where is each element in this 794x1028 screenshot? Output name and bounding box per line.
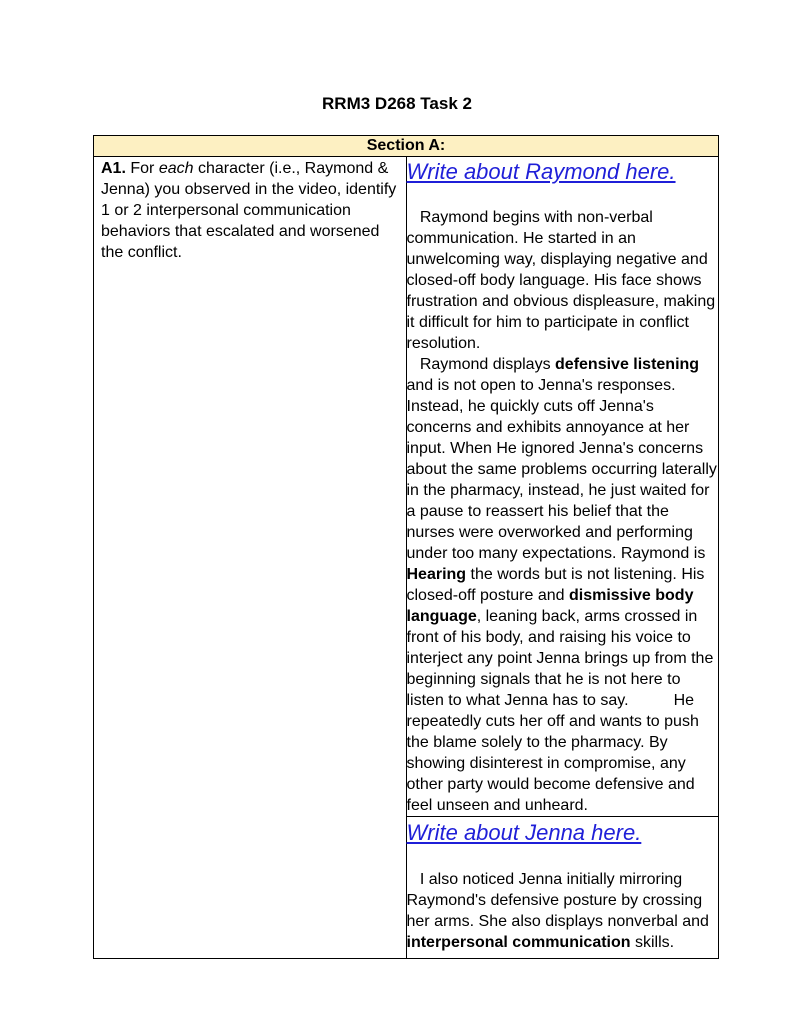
section-a-header: Section A: (94, 136, 719, 157)
jenna-p1-a: I also noticed Jenna initially mirroring Raymond's defensive posture by crossing her arms. She also displays nonverbal and (406, 871, 709, 930)
raymond-p2-d: the words but is not listening. His closed-off posture and (406, 566, 705, 604)
prompt-text-after: character (i.e., Raymond & Jenna) you observed in the video, identify 1 or 2 interpersonal communication behaviors that escalated and worsened the conflict. (101, 160, 397, 261)
raymond-p2-f: He repeatedly cuts her off and wants to push the blame solely to the pharmacy. By showing disinterest in compromise, any other party would become defensive and feel unseen and unheard. (406, 692, 699, 814)
prompt-cell (94, 157, 407, 959)
raymond-paragraph-2 (407, 354, 719, 816)
raymond-defensive-listening: defensive listening (555, 356, 700, 373)
raymond-p2-c: and is not open to Jenna's responses. Instead, he quickly cuts off Jenna's concerns and exhibits annoyance at her input. When He ignored Jenna's concerns about the same problems occurring laterally in the pharmacy, instead, he just waited for a pause to reassert his belief that the nurses were overworked and performing under too many expectations. Raymond is (406, 377, 717, 562)
prompt-label: A1. (101, 160, 126, 177)
raymond-hearing: Hearing (406, 566, 467, 583)
raymond-heading: Write about Raymond here. (406, 159, 676, 184)
raymond-response-cell[interactable] (406, 157, 719, 817)
section-a-table (93, 135, 719, 959)
raymond-p2-e: , leaning back, arms crossed in front of his body, and raising his voice to interject any point Jenna brings up from the beginning signals that he is not here to listen to what Jenna has to say. (406, 608, 714, 709)
document-title: RRM3 D268 Task 2 (322, 94, 472, 113)
prompt-text-before: For (130, 160, 155, 177)
jenna-heading: Write about Jenna here. (406, 820, 642, 845)
jenna-paragraph-1 (407, 869, 719, 953)
raymond-dismissive-body-language: dismissive body language (406, 587, 694, 625)
jenna-interpersonal-communication: interpersonal communication (406, 934, 631, 951)
raymond-paragraph-1 (407, 207, 719, 354)
raymond-p2-a: Raymond displays (419, 356, 551, 373)
prompt-emphasis: each (158, 160, 194, 177)
prompt-text (94, 157, 406, 263)
jenna-p1-c: skills. (635, 934, 675, 951)
jenna-response-cell[interactable] (406, 817, 719, 959)
raymond-p1-text: Raymond begins with non-verbal communication. He started in an unwelcoming way, displaying negative and closed-off body language. His face shows frustration and obvious displeasure, making it difficult for him to participate in conflict resolution. (406, 209, 716, 352)
